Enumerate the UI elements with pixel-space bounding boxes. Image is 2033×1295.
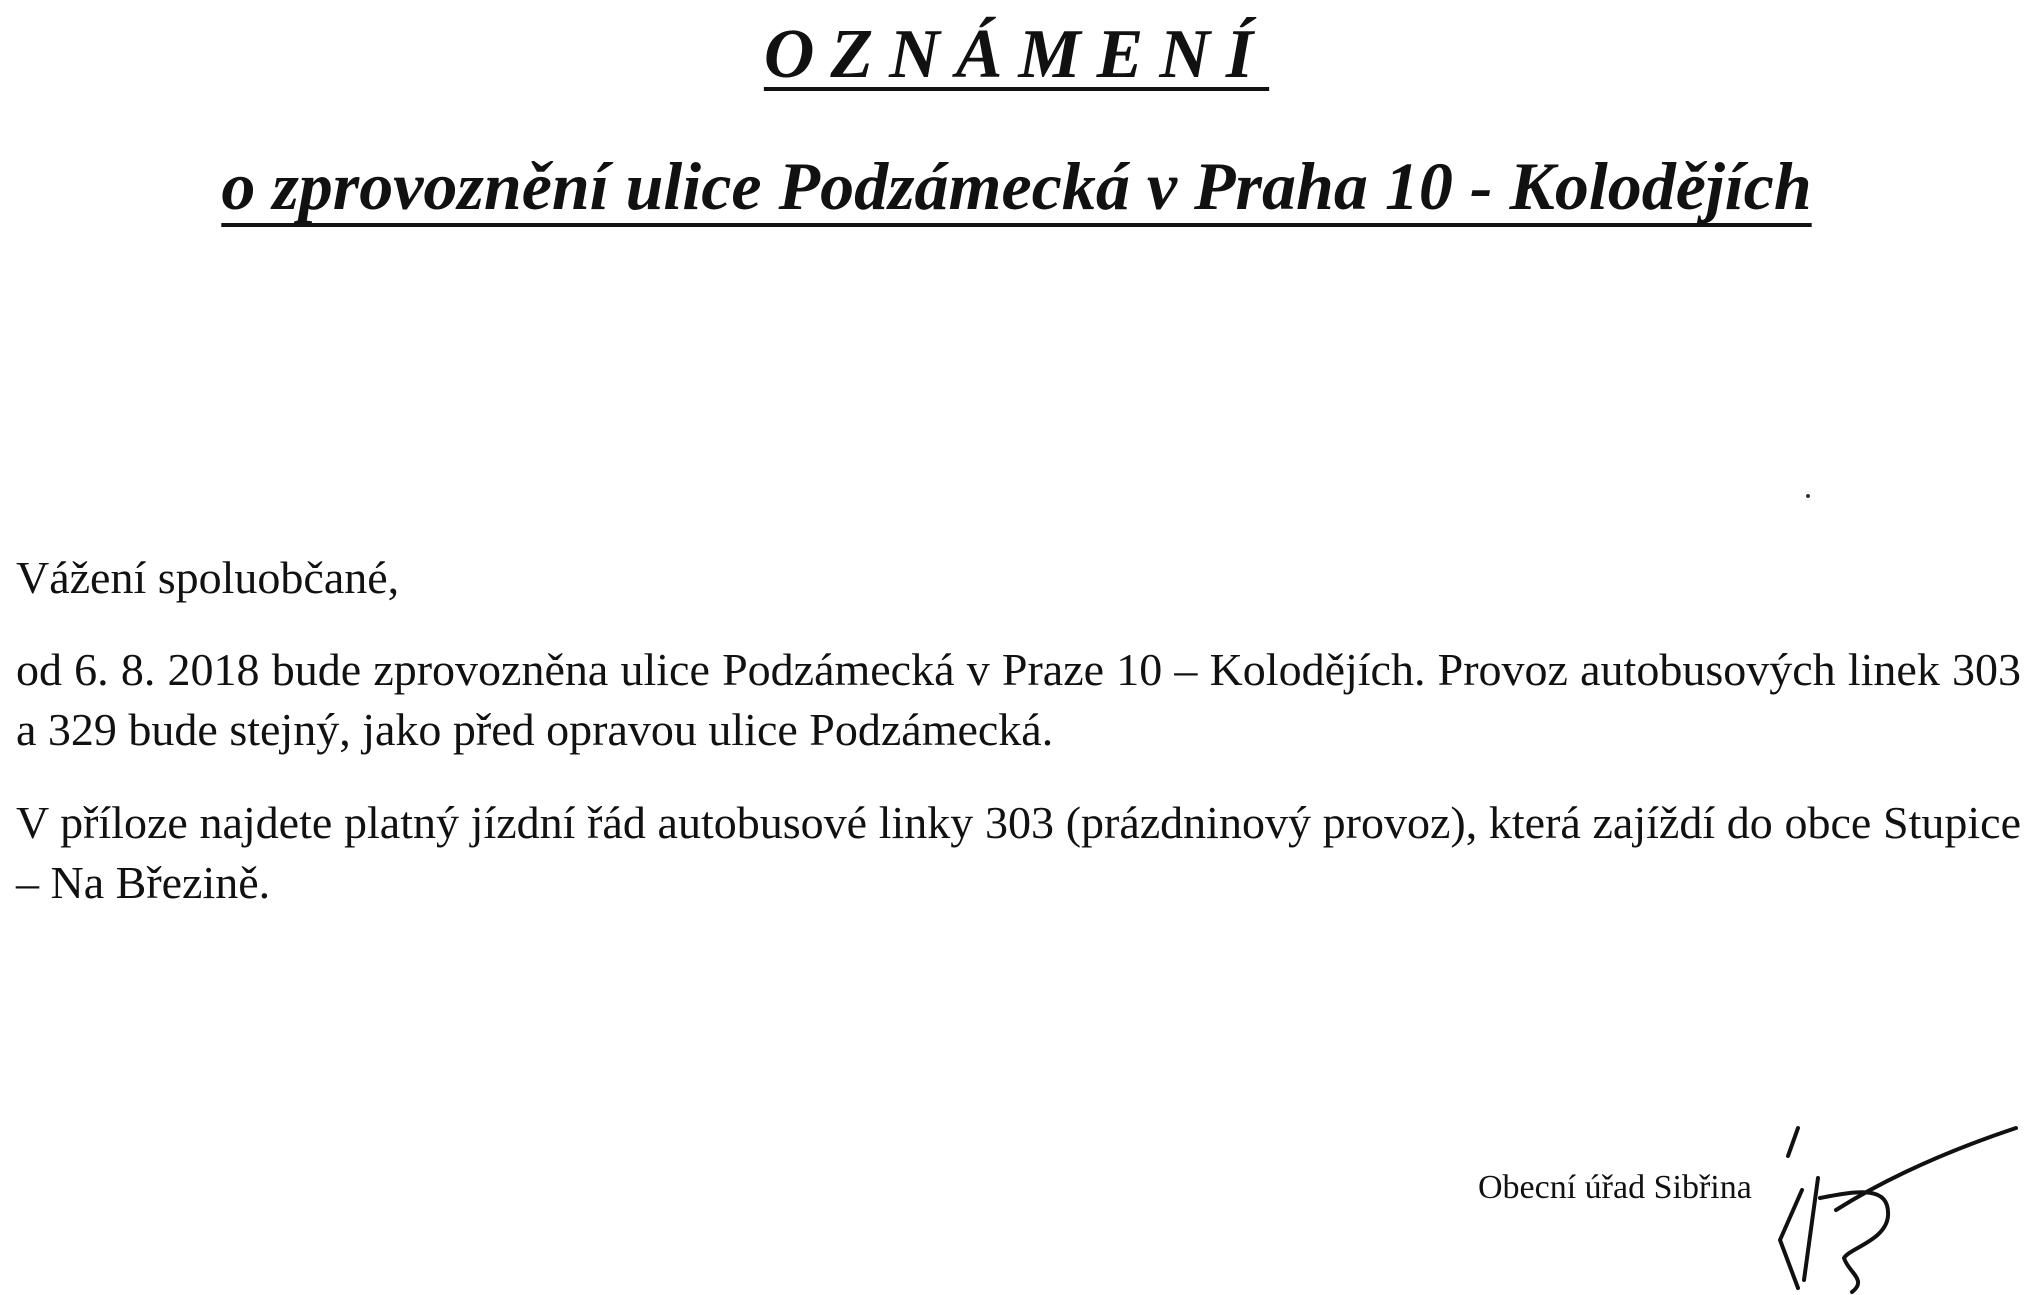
paragraph-timetable: V příloze najdete platný jízdní řád autobusové linky 303 (prázdninový provoz), která zajíždí do obce Stupice – Na Březině. <box>16 797 2021 908</box>
document-subtitle <box>0 148 2033 224</box>
scan-speck <box>1806 494 1810 498</box>
signatory-label: Obecní úřad Sibřina <box>1478 1169 1752 1206</box>
signature-icon <box>1740 1120 2020 1295</box>
document-subtitle-text: o zprovoznění ulice Podzámecká v Praha 10 - Kolodějích <box>221 148 1812 224</box>
document-title <box>0 16 2033 93</box>
greeting: Vážení spoluobčané, <box>16 552 400 603</box>
document-title-text: OZNÁMENÍ <box>763 16 1270 93</box>
paragraph-reopening: od 6. 8. 2018 bude zprovozněna ulice Podzámecká v Praze 10 – Kolodějích. Provoz autobusových linek 303 a 329 bude stejný, jako před opravou ulice Podzámecká. <box>16 644 2021 755</box>
